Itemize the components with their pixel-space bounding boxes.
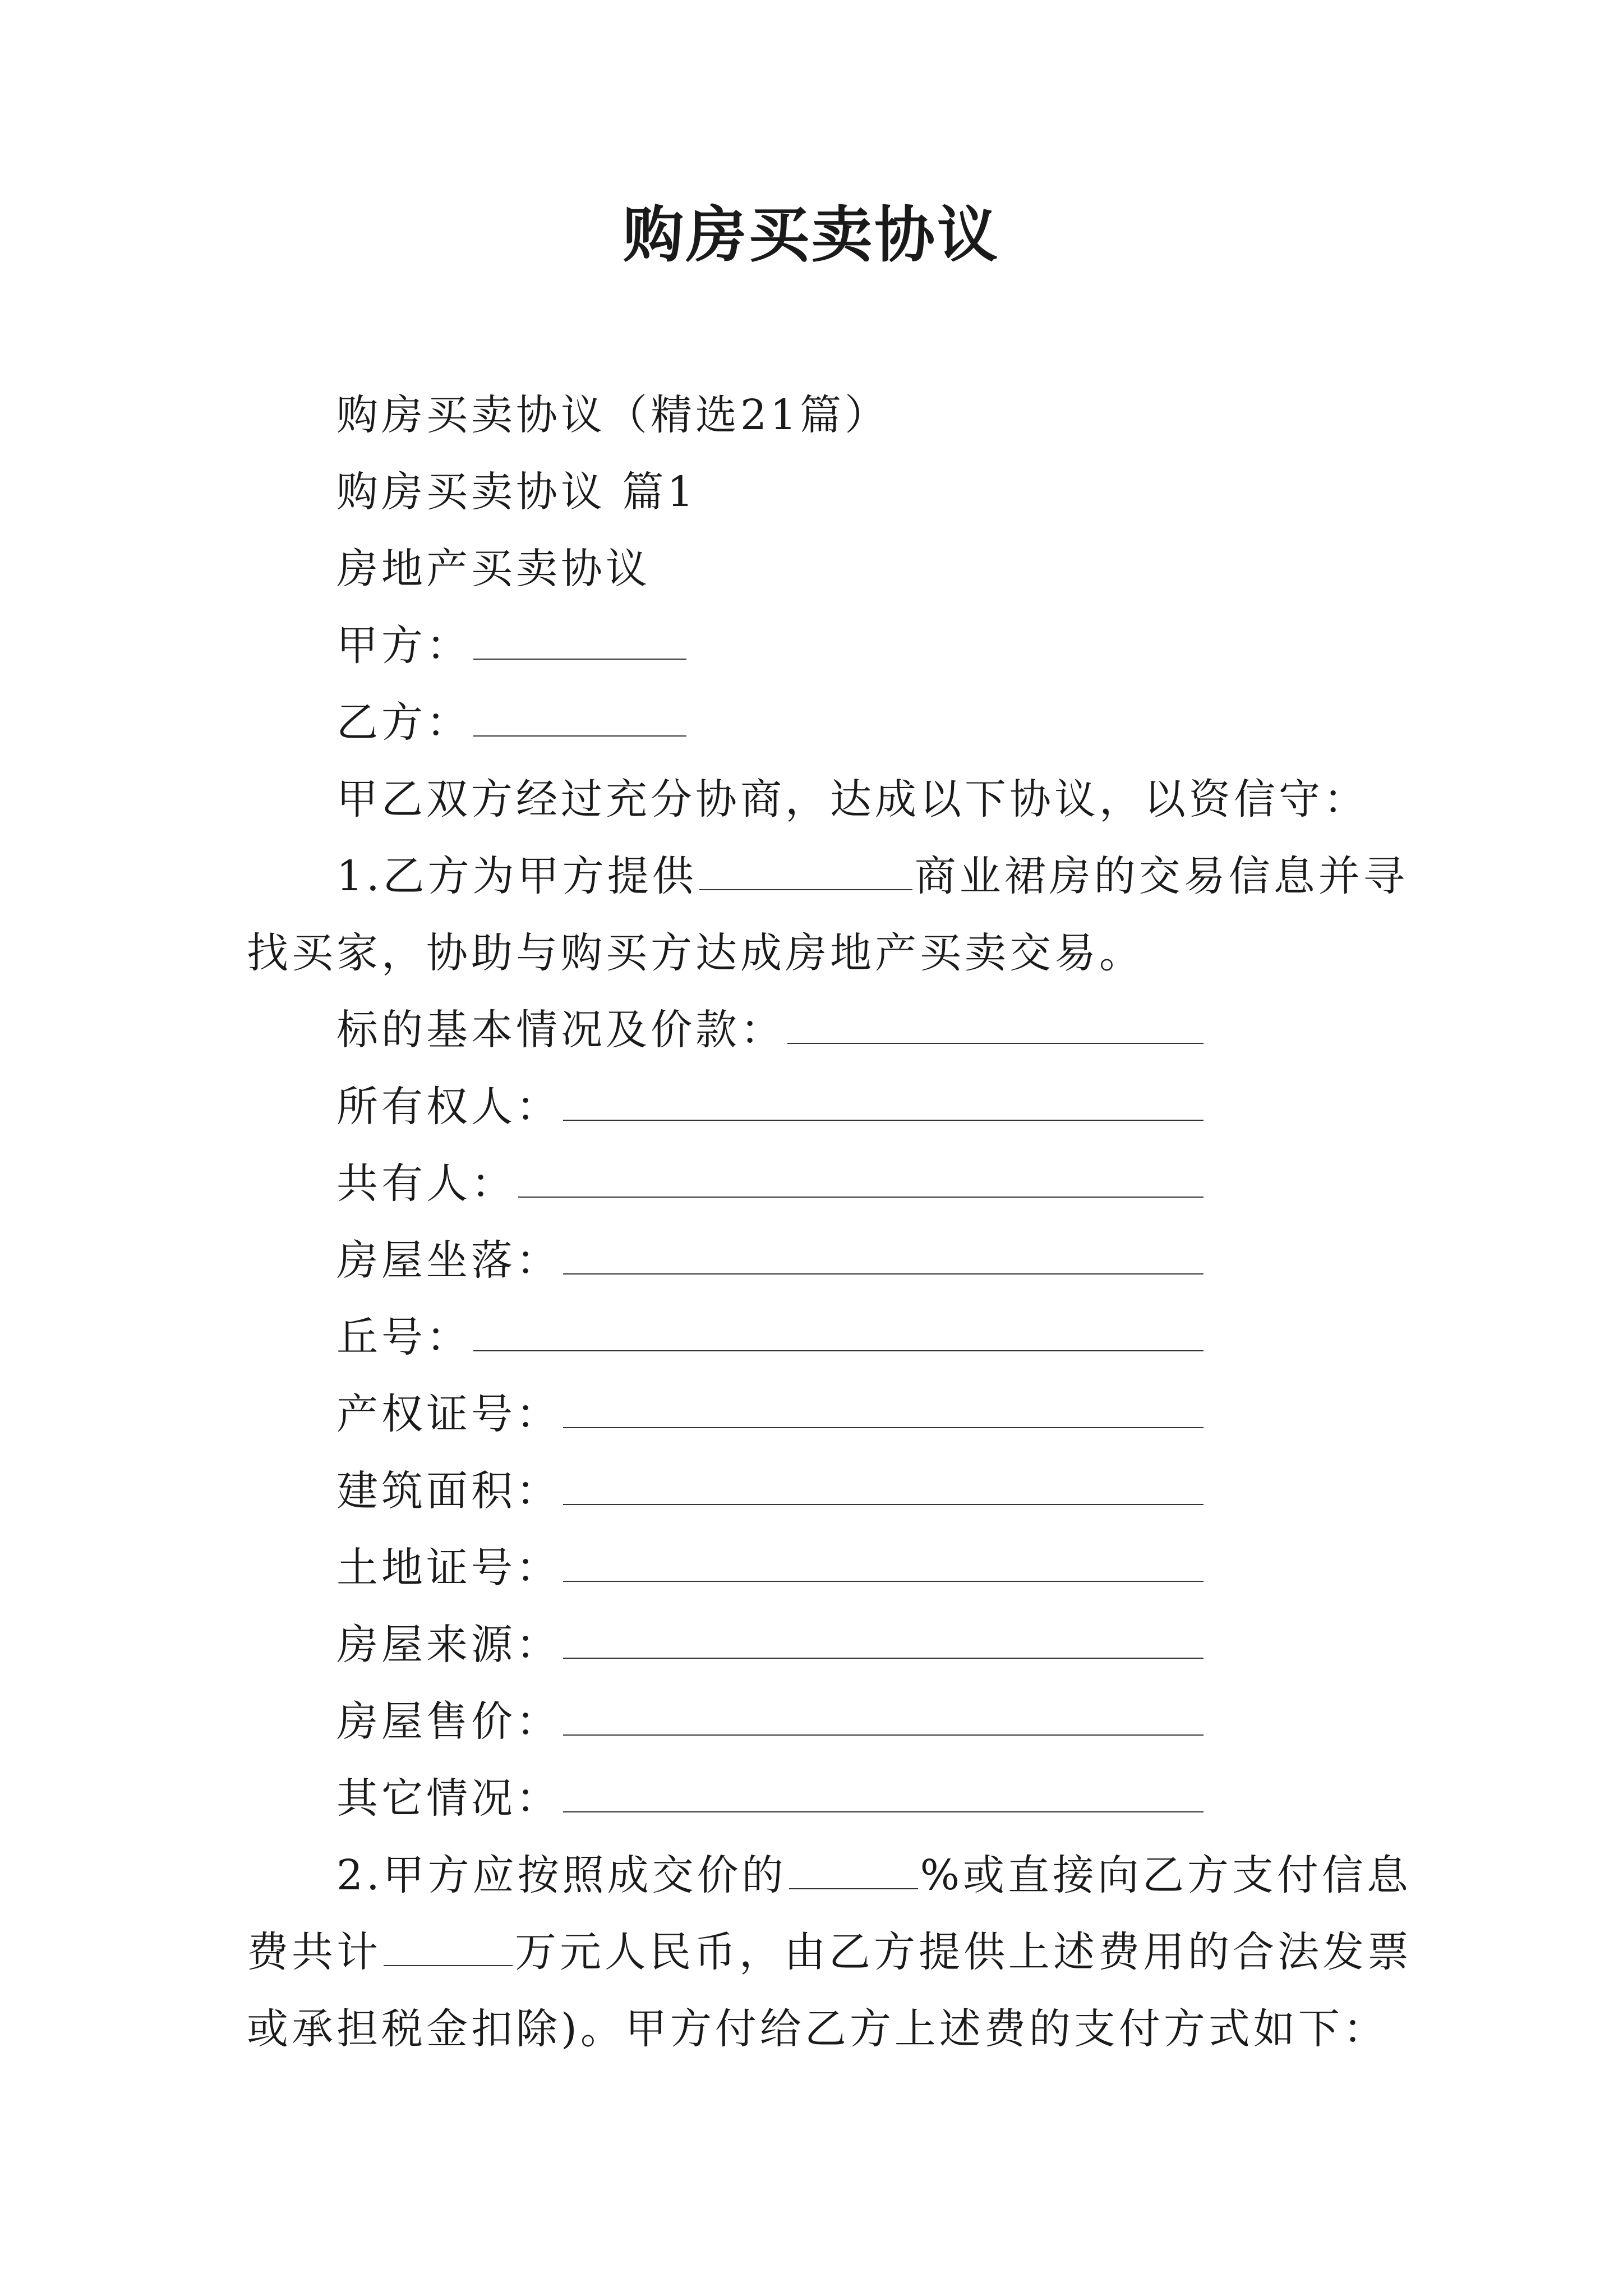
field-blank (563, 1242, 1204, 1274)
field-row (247, 1376, 1385, 1453)
field-label: 其它情况： (336, 1774, 561, 1823)
party-b-blank (473, 704, 686, 737)
clause-1-start: 1.乙方为甲方提供 (336, 852, 697, 900)
field-blank (787, 1011, 1204, 1044)
party-a-line (247, 608, 1385, 684)
field-row (247, 992, 1385, 1069)
clause-2-percent-blank (789, 1857, 918, 1889)
party-b-line (247, 684, 1385, 761)
preamble: 甲乙双方经过充分协商，达成以下协议，以资信守： (336, 775, 1368, 823)
field-list (247, 992, 1385, 1837)
clause-1-line-1 (247, 838, 1408, 915)
field-blank (563, 1396, 1204, 1428)
clause-2-line-2-after-blank: 万元人民币，由乙方提供上述费用的合法发票 (515, 1928, 1412, 1976)
section-heading: 购房买卖协议 篇1 (336, 468, 697, 516)
field-label: 土地证号： (336, 1544, 561, 1592)
field-row (247, 1145, 1385, 1222)
field-row (247, 1607, 1385, 1683)
field-blank (563, 1703, 1204, 1736)
field-label: 丘号： (336, 1313, 471, 1361)
field-blank (563, 1626, 1204, 1659)
document-body (247, 377, 1412, 2068)
field-label: 产权证号： (336, 1390, 561, 1438)
party-b-label: 乙方： (336, 698, 471, 747)
field-label: 房屋来源： (336, 1621, 561, 1669)
party-a-blank (473, 627, 686, 660)
document-title: 购房买卖协议 (623, 200, 1000, 270)
field-label: 标的基本情况及价款： (336, 1006, 785, 1054)
field-label: 房屋售价： (336, 1697, 561, 1746)
subtitle: 购房买卖协议（精选21篇） (336, 391, 890, 439)
clause-2-amount-blank (384, 1934, 513, 1966)
field-blank (563, 1549, 1204, 1582)
clause-2-line-3: 或承担税金扣除)。甲方付给乙方上述费的支付方式如下： (247, 2005, 1388, 2053)
field-row (247, 1222, 1385, 1299)
clause-1-blank (699, 858, 912, 890)
clause-1-after-blank: 商业裙房的交易信息并寻 (914, 852, 1408, 900)
field-label: 共有人： (336, 1159, 516, 1208)
contract-name: 房地产买卖协议 (336, 545, 651, 593)
clause-1-line-2: 找买家，协助与购买方达成房地产买卖交易。 (247, 929, 1144, 977)
field-blank (473, 1319, 1204, 1351)
clause-2-after-blank: %或直接向乙方支付信息 (920, 1851, 1412, 1899)
field-row (247, 1453, 1385, 1530)
field-blank (563, 1088, 1204, 1121)
clause-2-line-2 (247, 1914, 1412, 1991)
field-blank (563, 1780, 1204, 1812)
field-row (247, 1683, 1385, 1760)
field-row (247, 1069, 1385, 1145)
field-row (247, 1530, 1385, 1607)
field-label: 建筑面积： (336, 1467, 561, 1515)
clause-2-start: 2.甲方应按照成交价的 (336, 1851, 787, 1899)
field-row (247, 1760, 1385, 1837)
field-label: 房屋坐落： (336, 1236, 561, 1285)
clause-2-line-1 (247, 1837, 1412, 1914)
field-row (247, 1299, 1385, 1376)
field-blank (518, 1165, 1204, 1198)
clause-2-line-2-start: 费共计 (247, 1928, 381, 1976)
field-blank (563, 1473, 1204, 1505)
party-a-label: 甲方： (336, 622, 471, 670)
field-label: 所有权人： (336, 1083, 561, 1131)
